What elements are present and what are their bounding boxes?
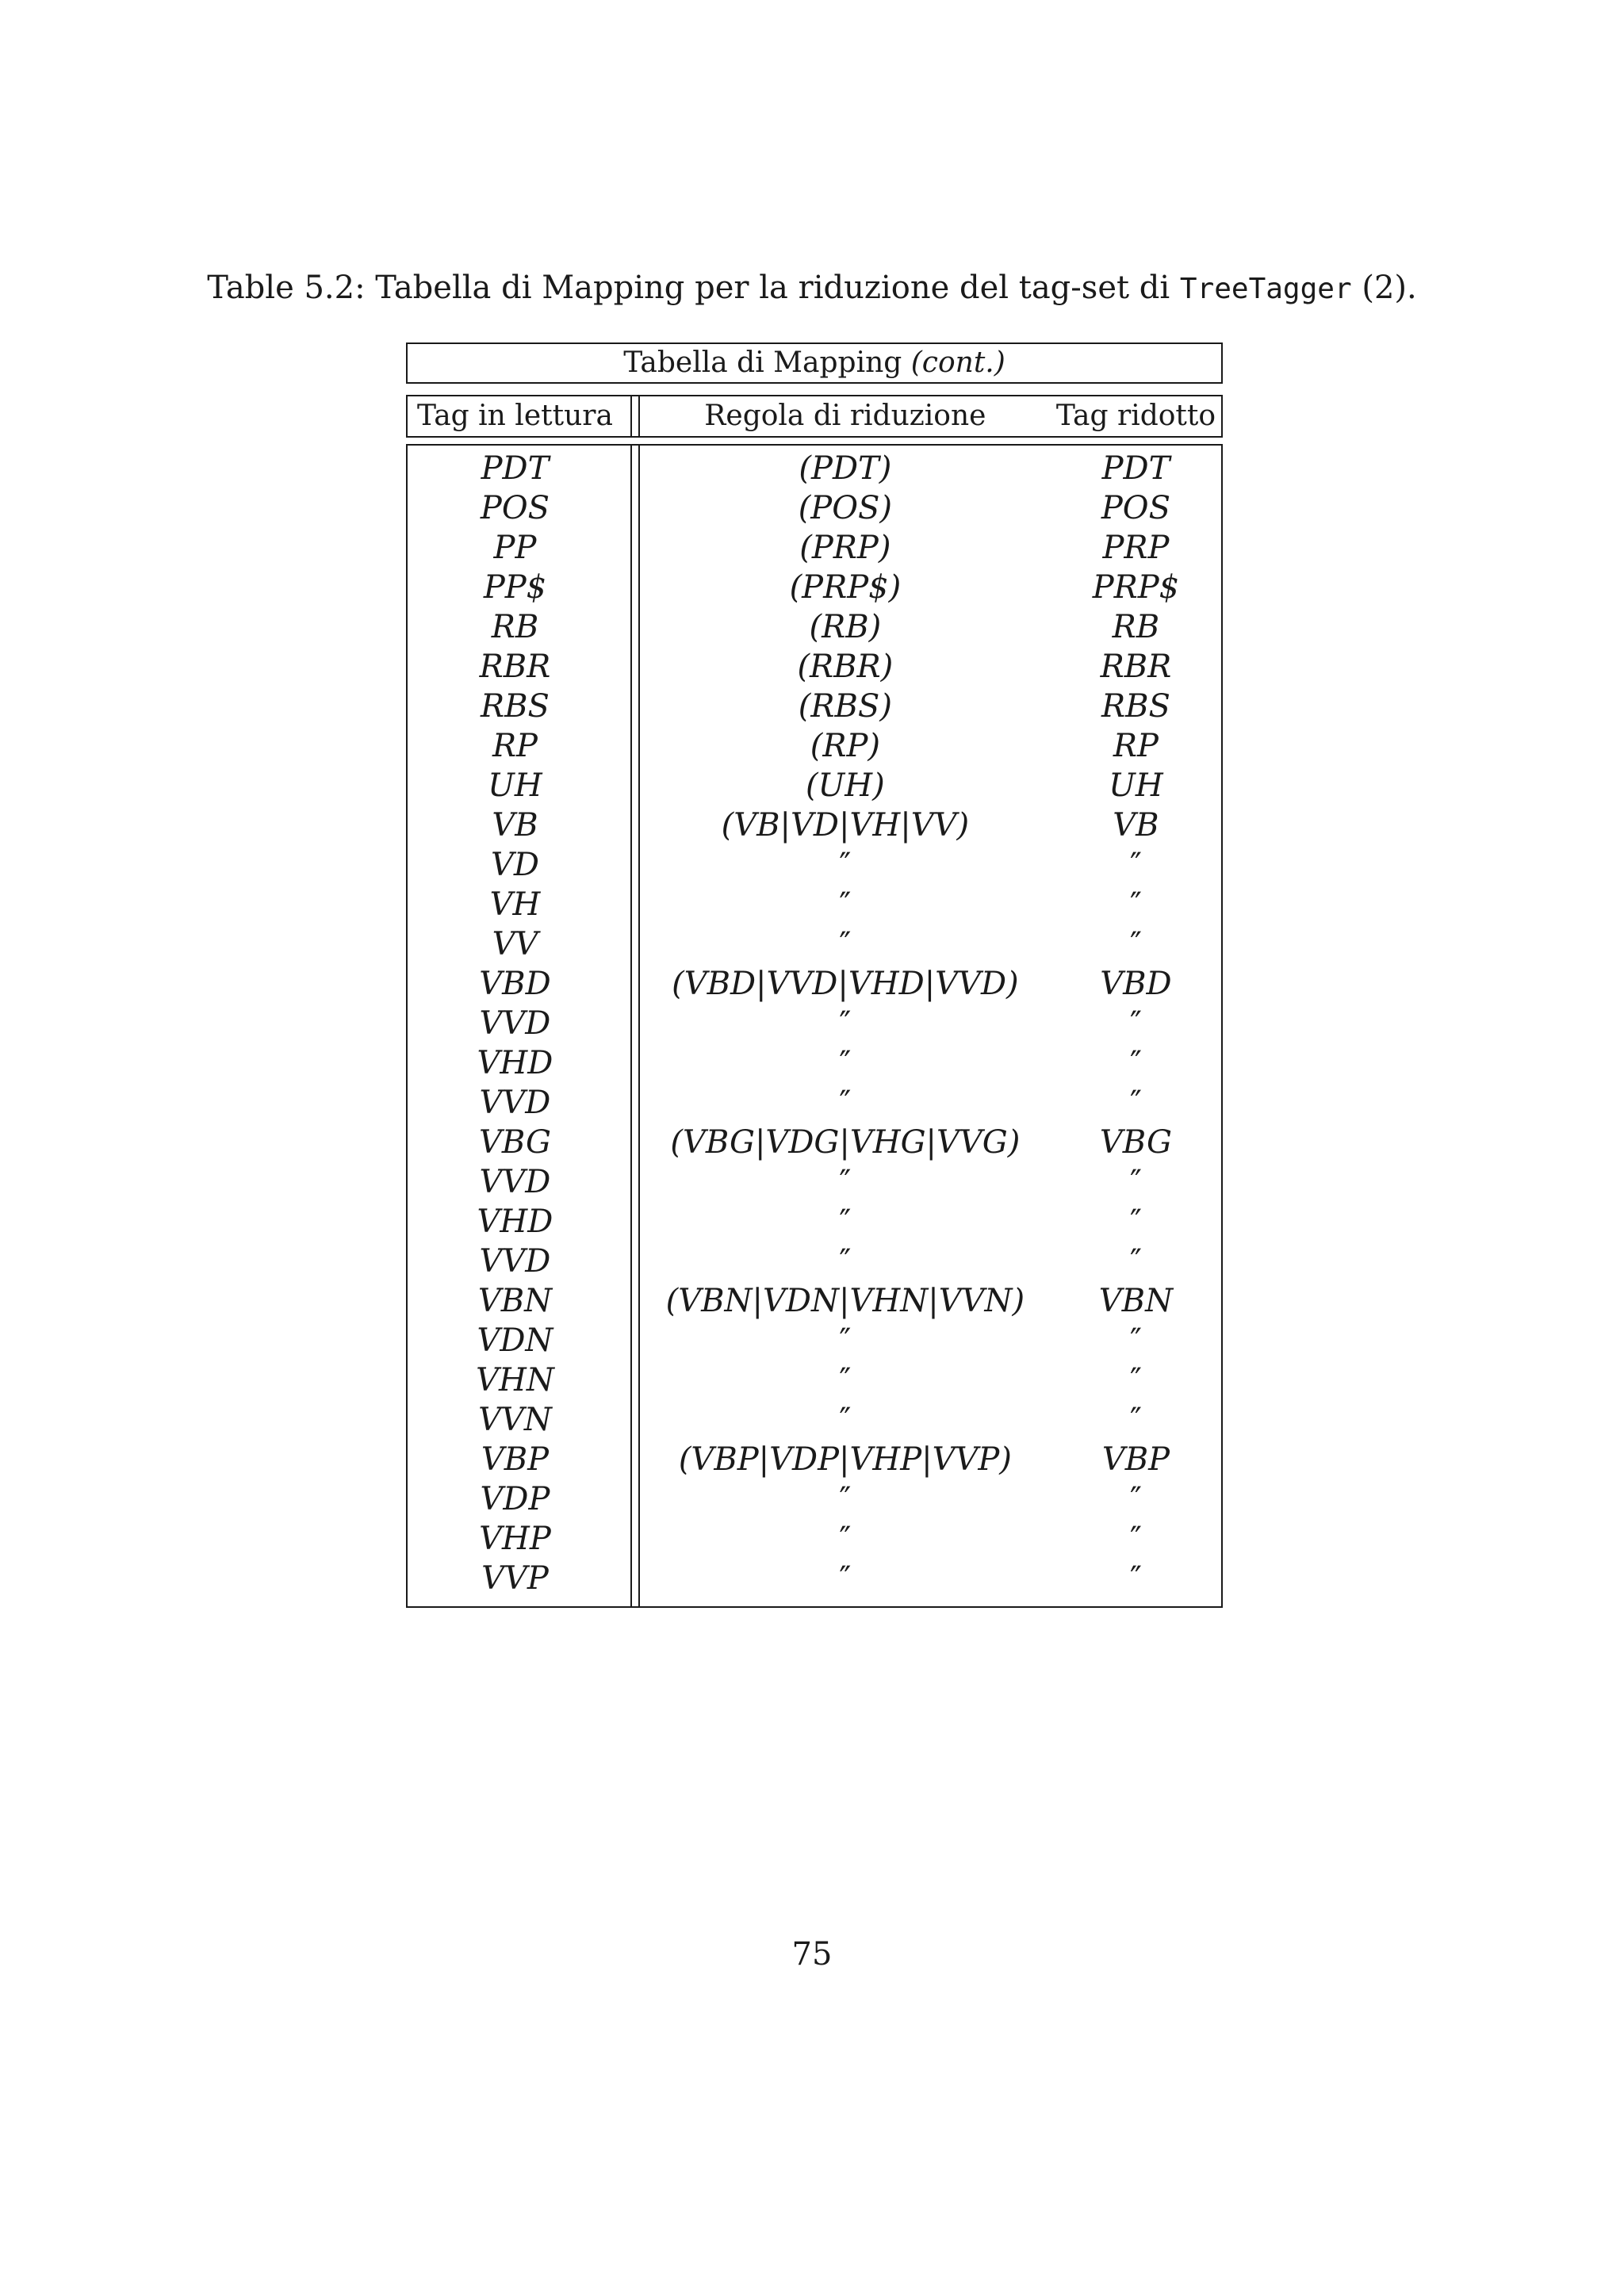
column-double-rule: [630, 395, 640, 438]
tag-ridotto-cell: ″: [1129, 1560, 1142, 1597]
regola-di-riduzione-cell: (VBG|VDG|VHG|VVG): [670, 1124, 1021, 1161]
tag-in-lettura-cell: PP$: [483, 569, 547, 606]
regola-di-riduzione-cell: ″: [839, 1362, 852, 1399]
regola-di-riduzione-cell: (PDT): [799, 450, 892, 487]
tag-in-lettura-cell: VHD: [477, 1045, 553, 1081]
tag-ridotto-cell: ″: [1129, 1521, 1142, 1557]
tag-in-lettura-cell: VVD: [479, 1164, 551, 1200]
tag-in-lettura-cell: VBP: [481, 1441, 550, 1478]
tag-ridotto-cell: ″: [1129, 1402, 1142, 1438]
header-tag-ridotto: Tag ridotto: [1055, 400, 1216, 432]
tag-ridotto-cell: VBP: [1101, 1441, 1170, 1478]
tag-ridotto-cell: ″: [1129, 886, 1142, 923]
regola-di-riduzione-cell: ″: [839, 1045, 852, 1081]
tag-in-lettura-cell: VV: [492, 926, 538, 962]
tag-in-lettura-cell: VB: [492, 807, 538, 844]
regola-di-riduzione-cell: ″: [839, 1085, 852, 1121]
caption-code: TreeTagger: [1179, 273, 1352, 305]
regola-di-riduzione-cell: ″: [839, 1203, 852, 1240]
regola-di-riduzione-cell: (POS): [798, 490, 893, 526]
tag-ridotto-cell: ″: [1129, 1243, 1142, 1280]
tag-in-lettura-cell: RBS: [481, 688, 550, 725]
regola-di-riduzione-cell: ″: [839, 847, 852, 883]
tag-ridotto-cell: RP: [1113, 728, 1159, 764]
regola-di-riduzione-cell: (VBN|VDN|VHN|VVN): [665, 1283, 1025, 1319]
tag-ridotto-cell: ″: [1129, 926, 1142, 962]
tag-ridotto-cell: VBN: [1098, 1283, 1174, 1319]
tag-in-lettura-cell: RBR: [479, 649, 551, 685]
tag-in-lettura-cell: PP: [493, 530, 537, 566]
regola-di-riduzione-cell: (PRP$): [789, 569, 902, 606]
tag-ridotto-cell: ″: [1129, 1045, 1142, 1081]
regola-di-riduzione-cell: (PRP): [799, 530, 891, 566]
tag-ridotto-cell: VBG: [1099, 1124, 1172, 1161]
tag-in-lettura-cell: VVD: [479, 1005, 551, 1042]
tag-ridotto-cell: ″: [1129, 1362, 1142, 1399]
tag-ridotto-cell: ″: [1129, 1203, 1142, 1240]
tag-ridotto-cell: ″: [1129, 1005, 1142, 1042]
header-tag-in-lettura: Tag in lettura: [417, 400, 613, 432]
table-title: [406, 342, 1223, 384]
regola-di-riduzione-cell: ″: [839, 1481, 852, 1517]
column-regola-di-riduzione: [640, 449, 1051, 1598]
header-regola-di-riduzione: Regola di riduzione: [704, 400, 986, 432]
column-tag-in-lettura: [408, 449, 622, 1598]
regola-di-riduzione-cell: (VB|VD|VH|VV): [721, 807, 970, 844]
tag-in-lettura-cell: VBG: [478, 1124, 551, 1161]
tag-ridotto-cell: ″: [1129, 1164, 1142, 1200]
column-double-rule: [630, 446, 640, 1606]
tag-in-lettura-cell: VBN: [477, 1283, 553, 1319]
regola-di-riduzione-cell: ″: [839, 1521, 852, 1557]
regola-di-riduzione-cell: (RBS): [798, 688, 892, 725]
tag-in-lettura-cell: PDT: [481, 450, 550, 487]
regola-di-riduzione-cell: ″: [839, 1243, 852, 1280]
tag-ridotto-cell: ″: [1129, 1085, 1142, 1121]
tag-ridotto-cell: VB: [1113, 807, 1159, 844]
tag-ridotto-cell: ″: [1129, 847, 1142, 883]
tag-in-lettura-cell: UH: [488, 767, 542, 804]
tag-ridotto-cell: PRP$: [1092, 569, 1180, 606]
tag-in-lettura-cell: VVD: [479, 1085, 551, 1121]
regola-di-riduzione-cell: (RBR): [797, 649, 894, 685]
tag-in-lettura-cell: VHN: [476, 1362, 554, 1399]
tag-in-lettura-cell: VBD: [479, 966, 551, 1002]
tag-in-lettura-cell: POS: [480, 490, 550, 526]
tag-ridotto-cell: ″: [1129, 1322, 1142, 1359]
tag-ridotto-cell: RBS: [1101, 688, 1170, 725]
tag-in-lettura-cell: VHP: [479, 1521, 551, 1557]
tag-ridotto-cell: PDT: [1101, 450, 1170, 487]
tag-ridotto-cell: VBD: [1100, 966, 1172, 1002]
tag-in-lettura-cell: VDP: [480, 1481, 550, 1517]
tag-in-lettura-cell: VD: [490, 847, 539, 883]
caption-text: Table 5.2: Tabella di Mapping per la riduzione del tag-set di: [207, 270, 1180, 306]
tag-ridotto-cell: PRP: [1102, 530, 1170, 566]
table-body: [406, 444, 1223, 1608]
regola-di-riduzione-cell: ″: [839, 1005, 852, 1042]
regola-di-riduzione-cell: ″: [839, 1164, 852, 1200]
table-title-note: (cont.): [910, 346, 1005, 379]
regola-di-riduzione-cell: (VBD|VVD|VHD|VVD): [672, 966, 1019, 1002]
regola-di-riduzione-cell: (UH): [805, 767, 885, 804]
tag-in-lettura-cell: RB: [491, 609, 539, 645]
regola-di-riduzione-cell: (RP): [810, 728, 880, 764]
tag-ridotto-cell: UH: [1109, 767, 1163, 804]
tag-ridotto-cell: ″: [1129, 1481, 1142, 1517]
table-header-row: [406, 395, 1223, 438]
regola-di-riduzione-cell: ″: [839, 1322, 852, 1359]
tag-in-lettura-cell: RP: [492, 728, 538, 764]
page-number: 75: [791, 1936, 833, 1973]
table-title-text: Tabella di Mapping: [623, 346, 902, 379]
regola-di-riduzione-cell: ″: [839, 1560, 852, 1597]
regola-di-riduzione-cell: (RB): [809, 609, 882, 645]
regola-di-riduzione-cell: (VBP|VDP|VHP|VVP): [678, 1441, 1012, 1478]
mapping-table: [406, 342, 1223, 1608]
tag-in-lettura-cell: VVD: [479, 1243, 551, 1280]
tag-ridotto-cell: RB: [1112, 609, 1160, 645]
regola-di-riduzione-cell: ″: [839, 1402, 852, 1438]
tag-in-lettura-cell: VVN: [478, 1402, 552, 1438]
caption-suffix: (2).: [1351, 270, 1417, 306]
column-tag-ridotto: [1051, 449, 1221, 1598]
tag-in-lettura-cell: VVP: [481, 1560, 549, 1597]
tag-in-lettura-cell: VDN: [477, 1322, 553, 1359]
regola-di-riduzione-cell: ″: [839, 886, 852, 923]
table-caption: [0, 270, 1624, 306]
regola-di-riduzione-cell: ″: [839, 926, 852, 962]
tag-ridotto-cell: POS: [1101, 490, 1170, 526]
tag-ridotto-cell: RBR: [1100, 649, 1172, 685]
tag-in-lettura-cell: VH: [489, 886, 541, 923]
tag-in-lettura-cell: VHD: [477, 1203, 553, 1240]
